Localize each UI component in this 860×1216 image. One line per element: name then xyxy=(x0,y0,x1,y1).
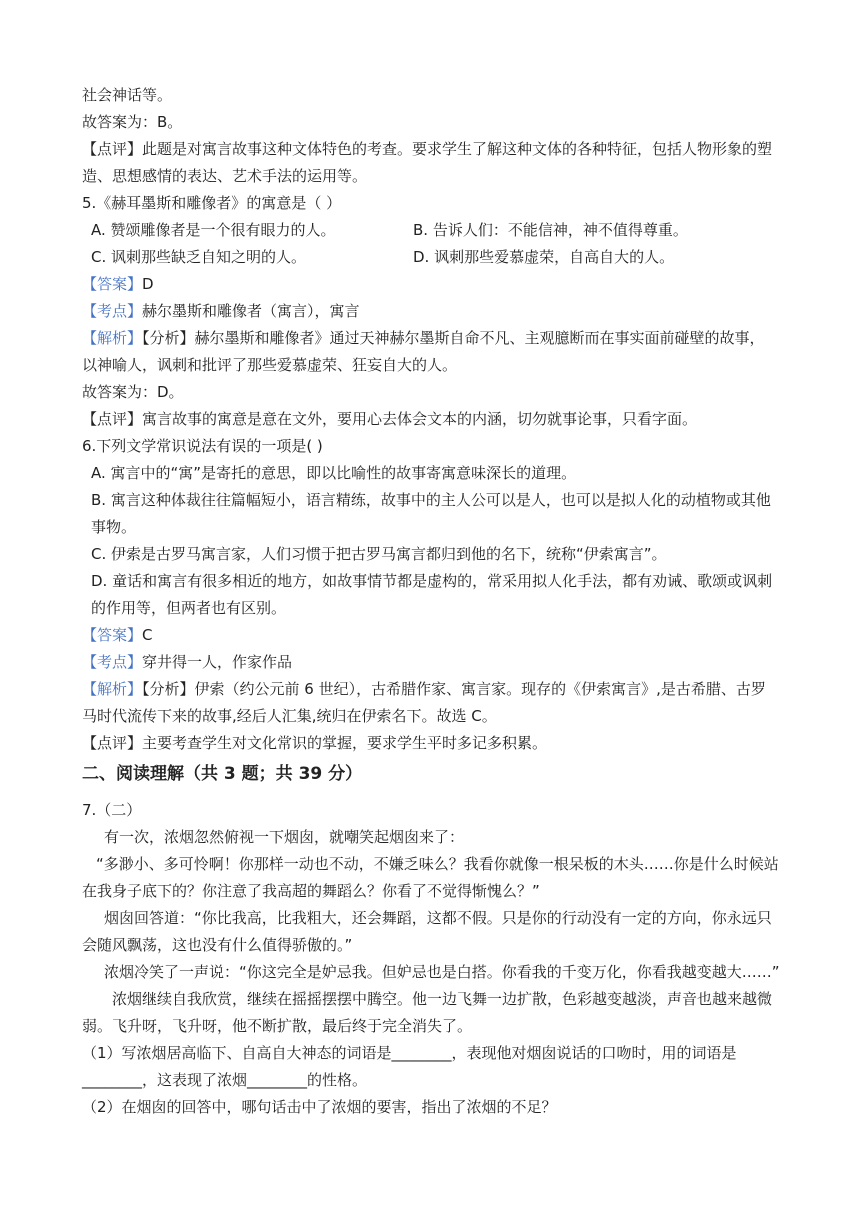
option-c: C. 讽刺那些缺乏自知之明的人。 xyxy=(91,248,307,266)
option-a: A. 赞颂雕像者是一个很有眼力的人。 xyxy=(91,221,336,239)
comment-text: 寓言故事的寓意是意在文外，要用心去体会文本的内涵，切勿就事论事，只看字面。 xyxy=(142,410,698,428)
option-a: A. 寓言中的“寓”是寄托的意思，即以比喻性的故事寄寓意味深长的道理。 xyxy=(91,464,577,482)
section-heading: 二、阅读理解（共 3 题；共 39 分） xyxy=(82,764,363,784)
answer-tag: 【答案】 xyxy=(82,626,143,644)
analysis-tag: 【解析】 xyxy=(82,329,143,347)
sub-question-1: （1）写浓烟居高临下、自高自大神态的词语是________，表现他对烟囱说话的口吻时，用的词语是 xyxy=(82,1044,737,1062)
analysis-text: 【分析】赫尔墨斯和雕像者》通过天神赫尔墨斯自命不凡、主观臆断而在事实面前碰壁的故事， xyxy=(142,329,765,347)
text-line: 社会神话等。 xyxy=(82,86,173,104)
kaodian-tag: 【考点】 xyxy=(82,302,143,320)
analysis-line-cont: 马时代流传下来的故事,经后人汇集,统归在伊索名下。故选 C。 xyxy=(82,707,497,725)
answer-value: D xyxy=(142,275,154,293)
analysis-tag: 【解析】 xyxy=(82,680,143,698)
text-line: 造、思想感情的表达、艺术手法的运用等。 xyxy=(82,167,368,185)
comment-tag: 【点评】 xyxy=(82,410,143,428)
kaodian-line xyxy=(82,298,782,325)
option-b: B. 寓言这种体裁往往篇幅短小，语言精练，故事中的主人公可以是人，也可以是拟人化的动植物或其他 xyxy=(91,491,771,509)
comment-line xyxy=(82,406,782,433)
kaodian-tag: 【考点】 xyxy=(82,653,143,671)
comment-tag: 【点评】 xyxy=(82,140,143,158)
option-b: B. 告诉人们：不能信神，神不值得尊重。 xyxy=(413,221,688,239)
comment-line xyxy=(82,136,782,163)
analysis-line-cont: 以神喻人，讽刺和批评了那些爱慕虚荣、狂妄自大的人。 xyxy=(82,356,458,374)
option-d: D. 讽刺那些爱慕虚荣，自高自大的人。 xyxy=(413,248,675,266)
passage-paragraph: “多渺小、多可怜啊！你那样一动也不动，不嫌乏味么？我看你就像一根呆板的木头……你是什么时候站 xyxy=(96,855,779,873)
q5-options-row2 xyxy=(82,244,782,271)
final-answer: 故答案为：D。 xyxy=(82,383,184,401)
passage-paragraph: 烟囱回答道：“你比我高，比我粗大，还会舞蹈，这都不假。只是你的行动没有一定的方向，你永远只 xyxy=(104,909,772,927)
answer-line xyxy=(82,622,782,649)
answer-line xyxy=(82,271,782,298)
comment-line xyxy=(82,730,782,757)
question-5-stem: 5.《赫耳墨斯和雕像者》的寓意是（ ） xyxy=(82,194,342,212)
comment-text: 此题是对寓言故事这种文体特色的考查。要求学生了解这种文体的各种特征，包括人物形象的塑 xyxy=(142,140,773,158)
kaodian-text: 赫尔墨斯和雕像者（寓言），寓言 xyxy=(142,302,360,320)
kaodian-line xyxy=(82,649,782,676)
comment-text: 主要考查学生对文化常识的掌握，要求学生平时多记多积累。 xyxy=(142,734,548,752)
answer-value: C xyxy=(142,626,153,644)
document-page xyxy=(82,82,782,1121)
sub-question-1-cont: ________，这表现了浓烟________的性格。 xyxy=(82,1071,368,1089)
option-d: D. 童话和寓言有很多相近的地方，如故事情节都是虚构的，常采用拟人化手法，都有劝诫、歌颂或讽刺 xyxy=(91,572,773,590)
answer-tag: 【答案】 xyxy=(82,275,143,293)
analysis-line xyxy=(82,325,782,352)
text-line: 故答案为：B。 xyxy=(82,113,183,131)
comment-tag: 【点评】 xyxy=(82,734,143,752)
sub-question-2: （2）在烟囱的回答中，哪句话击中了浓烟的要害，指出了浓烟的不足？ xyxy=(82,1098,557,1116)
option-b-cont: 事物。 xyxy=(91,518,137,536)
passage-paragraph: 浓烟冷笑了一声说：“你这完全是妒忌我。但妒忌也是白搭。你看我的千变万化，你看我越变越大……” xyxy=(104,963,780,981)
passage-paragraph-cont: 会随风飘荡，这也没有什么值得骄傲的。” xyxy=(82,936,353,954)
passage-paragraph: 有一次，浓烟忽然俯视一下烟囱，就嘲笑起烟囱来了： xyxy=(104,828,465,846)
passage-paragraph-cont: 在我身子底下的？你注意了我高超的舞蹈么？你看了不觉得惭愧么？” xyxy=(82,882,540,900)
question-6-stem: 6.下列文学常识说法有误的一项是( ) xyxy=(82,437,323,455)
option-c: C. 伊索是古罗马寓言家，人们习惯于把古罗马寓言都归到他的名下，统称“伊索寓言”。 xyxy=(91,545,667,563)
option-d-cont: 的作用等，但两者也有区别。 xyxy=(91,599,287,617)
passage-paragraph: 浓烟继续自我欣赏，继续在摇摇摆摆中腾空。他一边飞舞一边扩散，色彩越变越淡，声音也越来越微 xyxy=(112,990,773,1008)
question-7-stem: 7.（二） xyxy=(82,801,142,819)
q5-options-row1 xyxy=(82,217,782,244)
passage-paragraph-cont: 弱。飞升呀，飞升呀，他不断扩散，最后终于完全消失了。 xyxy=(82,1017,473,1035)
analysis-line xyxy=(82,676,782,703)
kaodian-text: 穿井得一人，作家作品 xyxy=(142,653,293,671)
analysis-text: 【分析】伊索（约公元前 6 世纪），古希腊作家、寓言家。现存的《伊索寓言》,是古希腊、古罗 xyxy=(142,680,766,698)
